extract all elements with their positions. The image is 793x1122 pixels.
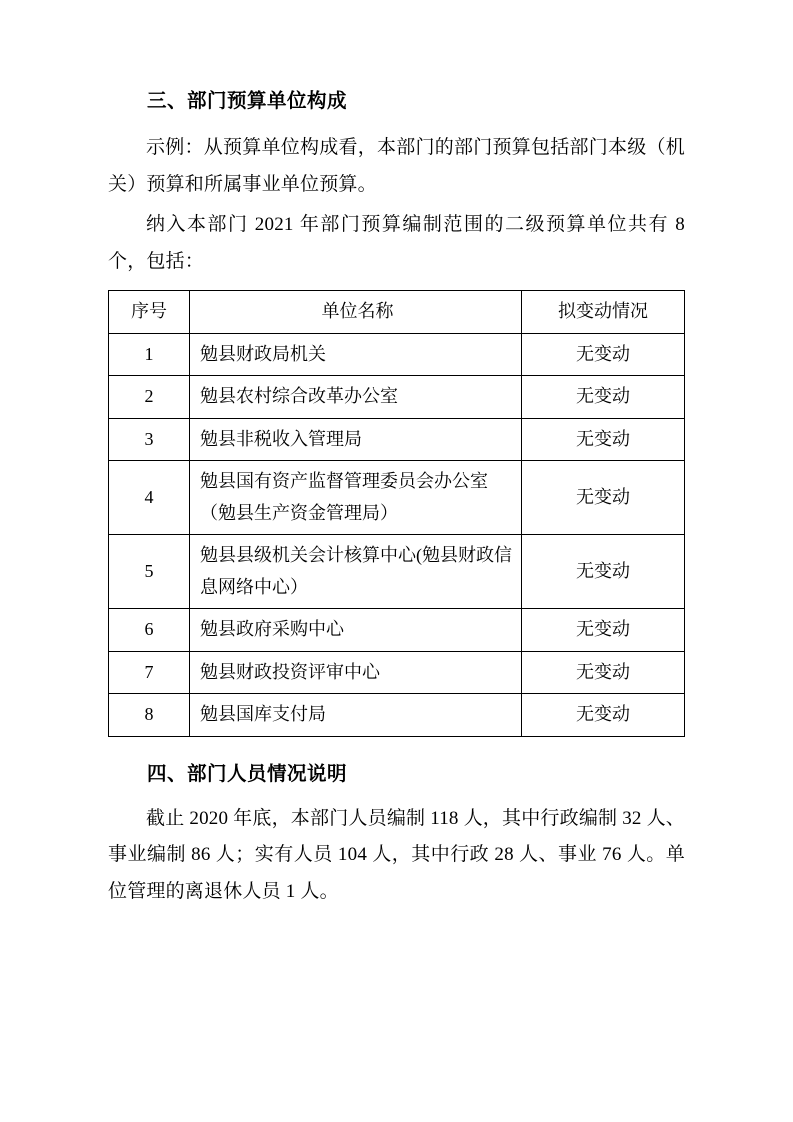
cell-status: 无变动 (522, 651, 685, 694)
table-header-row (109, 291, 685, 334)
table-row (109, 333, 685, 376)
cell-index: 4 (109, 461, 190, 535)
cell-unit-name: 勉县农村综合改革办公室 (190, 376, 522, 419)
cell-unit-name: 勉县国有资产监督管理委员会办公室（勉县生产资金管理局） (190, 461, 522, 535)
paragraph-scope: 纳入本部门 2021 年部门预算编制范围的二级预算单位共有 8 个，包括： (108, 214, 685, 272)
cell-index: 5 (109, 535, 190, 609)
table-row (109, 418, 685, 461)
cell-status: 无变动 (522, 333, 685, 376)
cell-unit-name: 勉县非税收入管理局 (190, 418, 522, 461)
table-row (109, 651, 685, 694)
table-row (109, 609, 685, 652)
cell-index: 1 (109, 333, 190, 376)
table-row (109, 376, 685, 419)
section-three-heading: 三、部门预算单位构成 (147, 89, 348, 112)
cell-unit-name: 勉县政府采购中心 (190, 609, 522, 652)
cell-status: 无变动 (522, 376, 685, 419)
cell-status: 无变动 (522, 535, 685, 609)
table-row (109, 694, 685, 737)
cell-index: 6 (109, 609, 190, 652)
cell-status: 无变动 (522, 609, 685, 652)
table-row (109, 535, 685, 609)
cell-unit-name: 勉县财政投资评审中心 (190, 651, 522, 694)
table-header-index: 序号 (109, 291, 190, 334)
cell-unit-name: 勉县县级机关会计核算中心(勉县财政信息网络中心） (190, 535, 522, 609)
cell-unit-name: 勉县财政局机关 (190, 333, 522, 376)
cell-status: 无变动 (522, 418, 685, 461)
cell-index: 3 (109, 418, 190, 461)
cell-index: 7 (109, 651, 190, 694)
table-header-name: 单位名称 (190, 291, 522, 334)
paragraph-example: 示例：从预算单位构成看，本部门的部门预算包括部门本级（机关）预算和所属事业单位预算。 (108, 137, 685, 195)
budget-units-table (108, 290, 685, 737)
cell-status: 无变动 (522, 694, 685, 737)
paragraph-staffing: 截止 2020 年底，本部门人员编制 118 人，其中行政编制 32 人、事业编制 86 人；实有人员 104 人，其中行政 28 人、事业 76 人。单位管理的离退休人员 1 人。 (108, 807, 685, 902)
table-row (109, 461, 685, 535)
cell-index: 8 (109, 694, 190, 737)
table-header-status: 拟变动情况 (522, 291, 685, 334)
cell-index: 2 (109, 376, 190, 419)
section-four-heading: 四、部门人员情况说明 (147, 761, 348, 785)
cell-unit-name: 勉县国库支付局 (190, 694, 522, 737)
cell-status: 无变动 (522, 461, 685, 535)
